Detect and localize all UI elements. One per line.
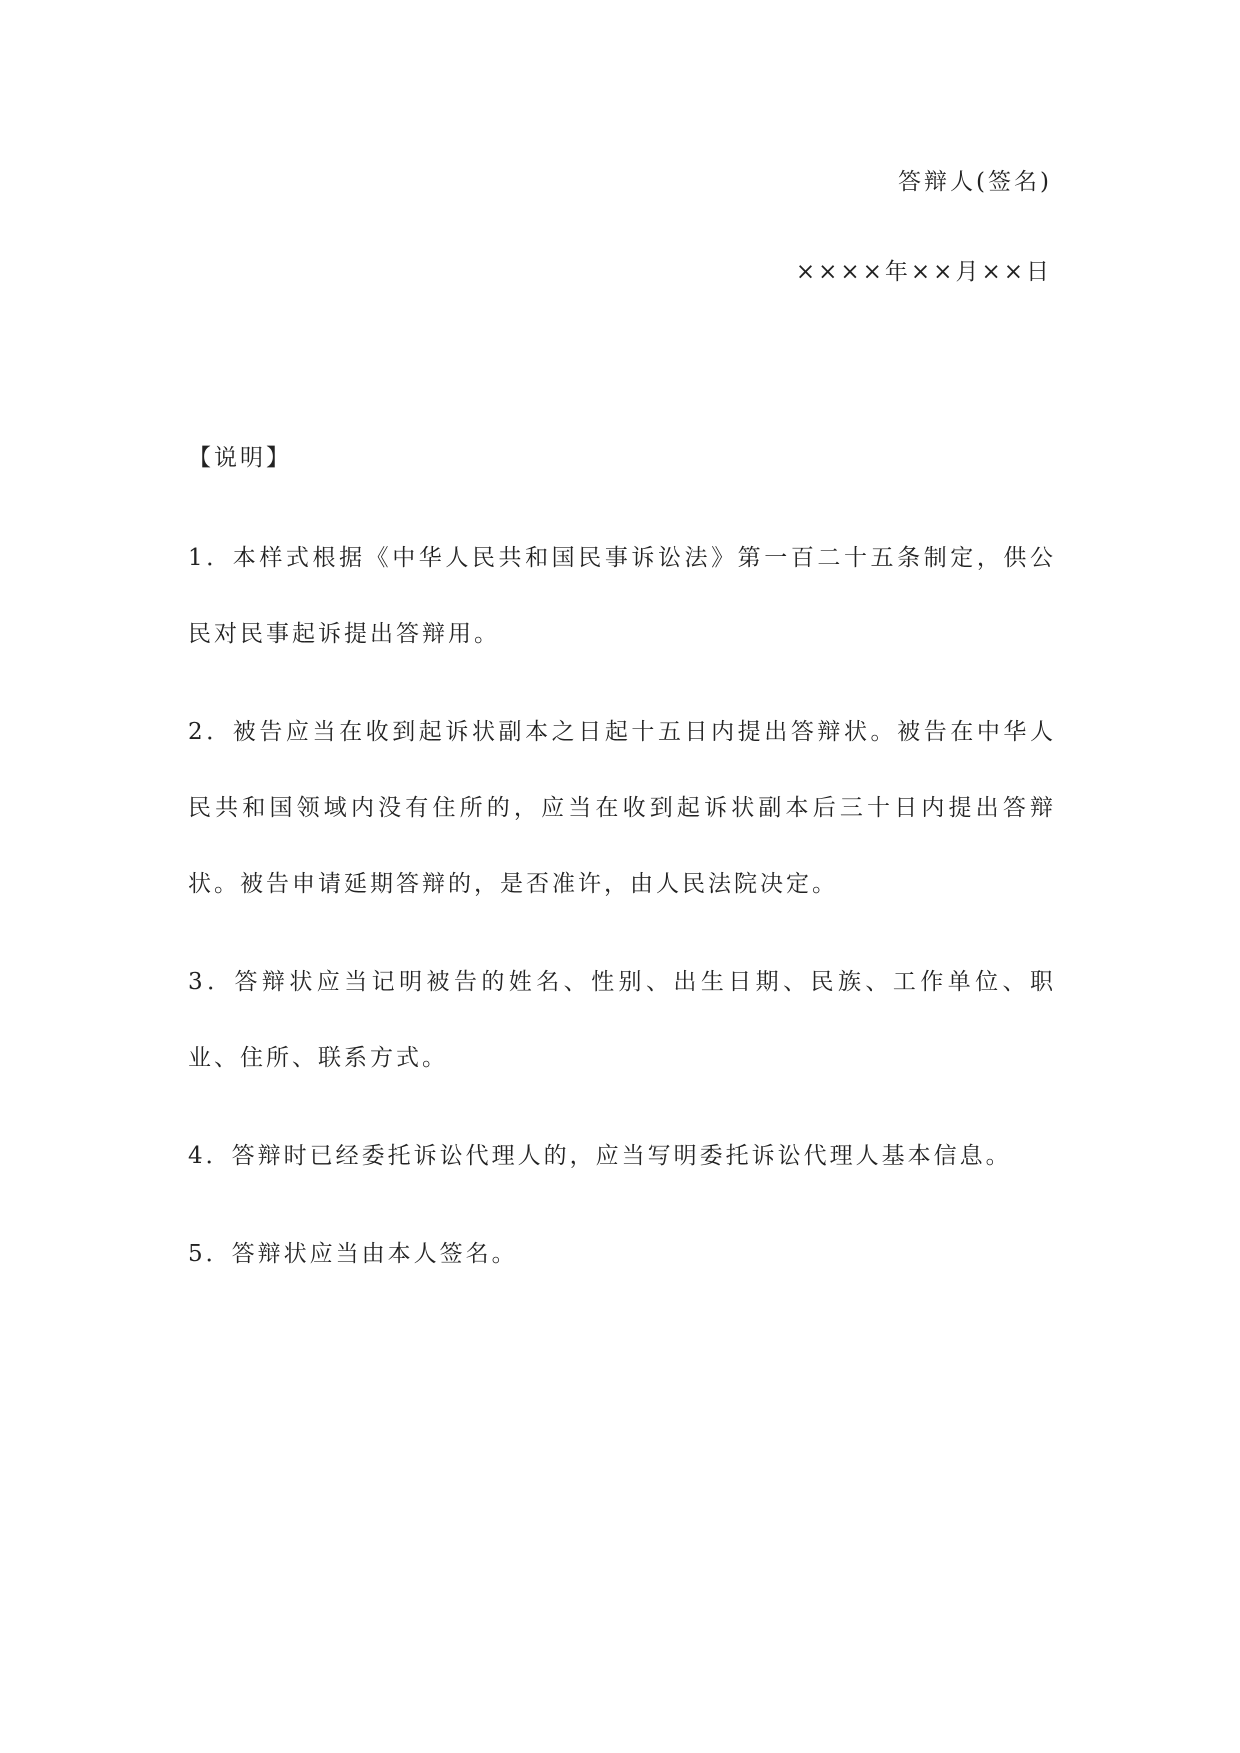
signature-label: 答辩人(签名) xyxy=(898,169,1052,195)
note-item-5: 5．答辩状应当由本人签名。 xyxy=(188,1241,518,1267)
note-item-3: 3．答辩状应当记明被告的姓名、性别、出生日期、民族、工作单位、职业、住所、联系方式。 xyxy=(188,969,1056,1071)
note-item-4: 4．答辩时已经委托诉讼代理人的，应当写明委托诉讼代理人基本信息。 xyxy=(188,1143,1012,1169)
signature-date: ××××年××月××日 xyxy=(795,259,1052,285)
signature-block xyxy=(796,164,1052,290)
note-item-2: 2．被告应当在收到起诉状副本之日起十五日内提出答辩状。被告在中华人民共和国领域内没有住所的，应当在收到起诉状副本后三十日内提出答辩状。被告申请延期答辩的，是否准许，由人民法院决定。 xyxy=(188,719,1056,897)
notes-section xyxy=(188,440,1056,1334)
notes-heading: 【说明】 xyxy=(188,445,292,471)
note-item-1: 1．本样式根据《中华人民共和国民事诉讼法》第一百二十五条制定，供公民对民事起诉提出答辩用。 xyxy=(188,545,1056,647)
